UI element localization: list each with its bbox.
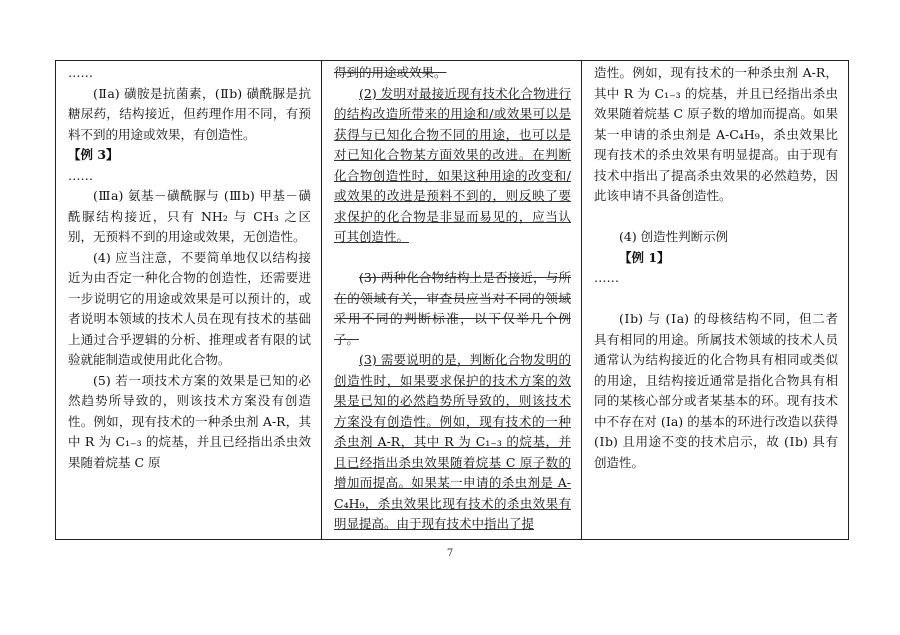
example-3-text: (Ⅲa) 氨基－磺酰脲与 (Ⅲb) 甲基－磺酰脲结构接近，只有 NH₂ 与 CH₃ 之区别，无预料不到的用途或效果，无创造性。 [68, 188, 311, 244]
deleted-text: 得到的用途或效果。 [334, 65, 447, 80]
ellipsis-text: …… [68, 167, 93, 183]
note-5-paragraph: (5) 若一项技术方案的效果是已知的必然趋势所导致的，则该技术方案没有创造性。例如，现有技术的一种杀虫剂 A-R，其中 R 为 C₁₋₃ 的烷基，并且已经指出杀虫效果随着烷基 C 原 [68, 372, 311, 470]
example-3-heading: 【例 3】 [68, 147, 119, 162]
ellipsis-text: …… [68, 65, 93, 80]
continued-paragraph: 造性。例如，现有技术的一种杀虫剂 A-R，其中 R 为 C₁₋₃ 的烷基，并且已经指出杀虫效果随着烷基 C 原子数的增加而提高。如果某一申请的杀虫剂是 A-C₄H₉，杀虫效果比现有技术的杀虫效果有明显提高。由于现有技术中指出了提高杀虫效果的必然趋势，因此该申请不具备创造性。 [594, 65, 838, 203]
document-table [55, 60, 849, 540]
blank-line [594, 207, 838, 228]
inserted-paragraph-3: (3) 需要说明的是，判断化合物发明的创造性时，如果要求保护的技术方案的效果是已知的必然趋势所导致的，则该技术方案没有创造性。例如，现有技术的一种杀虫剂 A-R，其中 R 为 C₁₋₃ 的烷基，并且已经指出杀虫效果随着烷基 C 原子数的增加而提高。如果某一申请的杀虫剂是 A-C₄H₉，杀虫效果比现有技术的杀虫效果有明显提高。由于现有技术中指出了提 [334, 352, 571, 531]
example-2-text: (Ⅱa) 磺胺是抗菌素，(Ⅱb) 磺酰脲是抗糖尿药，结构接近，但药理作用不同，有预料不到的用途或效果，有创造性。 [68, 85, 311, 142]
example-1-heading: 【例 1】 [619, 249, 670, 265]
page-number: 7 [446, 548, 454, 559]
deleted-paragraph-3: (3) 两种化合物结构上是否接近，与所在的领域有关，审查员应当对不同的领域采用不同的判断标准，以下仅举几个例子。 [334, 270, 571, 347]
blank-line [334, 248, 571, 269]
column-notes [582, 61, 848, 539]
column-revised [322, 61, 582, 539]
ellipsis-text: …… [594, 270, 619, 285]
note-4-paragraph: (4) 应当注意，不要简单地仅以结构接近为由否定一种化合物的创造性，还需要进一步说明它的用途或效果是可以预计的，或者说明本领域的技术人员在现有技术的基础上通过合乎逻辑的分析、推理或者有限的试验就能制造或使用此化合物。 [68, 249, 311, 367]
column-original [56, 61, 322, 539]
blank-line [594, 289, 838, 310]
section-4-heading: (4) 创造性判断示例 [619, 229, 729, 244]
example-1-text: (Ⅰb) 与 (Ⅰa) 的母核结构不同，但二者具有相同的用途。所属技术领域的技术人员通常认为结构接近的化合物具有相同或类似的用途，且结构接近通常是指化合物具有相同的某核心部分或者某基本的环。现有技术中不存在对 (Ⅰa) 的基本的环进行改造以获得 (Ⅰb) 且用途不变的技术启示，故 (Ⅰb) 具有创造性。 [594, 311, 838, 470]
inserted-paragraph-2: (2) 发明对最接近现有技术化合物进行的结构改造所带来的用途和/或效果可以是获得与已知化合物不同的用途，也可以是对已知化合物某方面效果的改进。在判断化合物创造性时，如果这种用途的改变和/或效果的改进是预料不到的，则反映了要求保护的化合物是非显而易见的，应当认可其创造性。 [334, 85, 571, 244]
